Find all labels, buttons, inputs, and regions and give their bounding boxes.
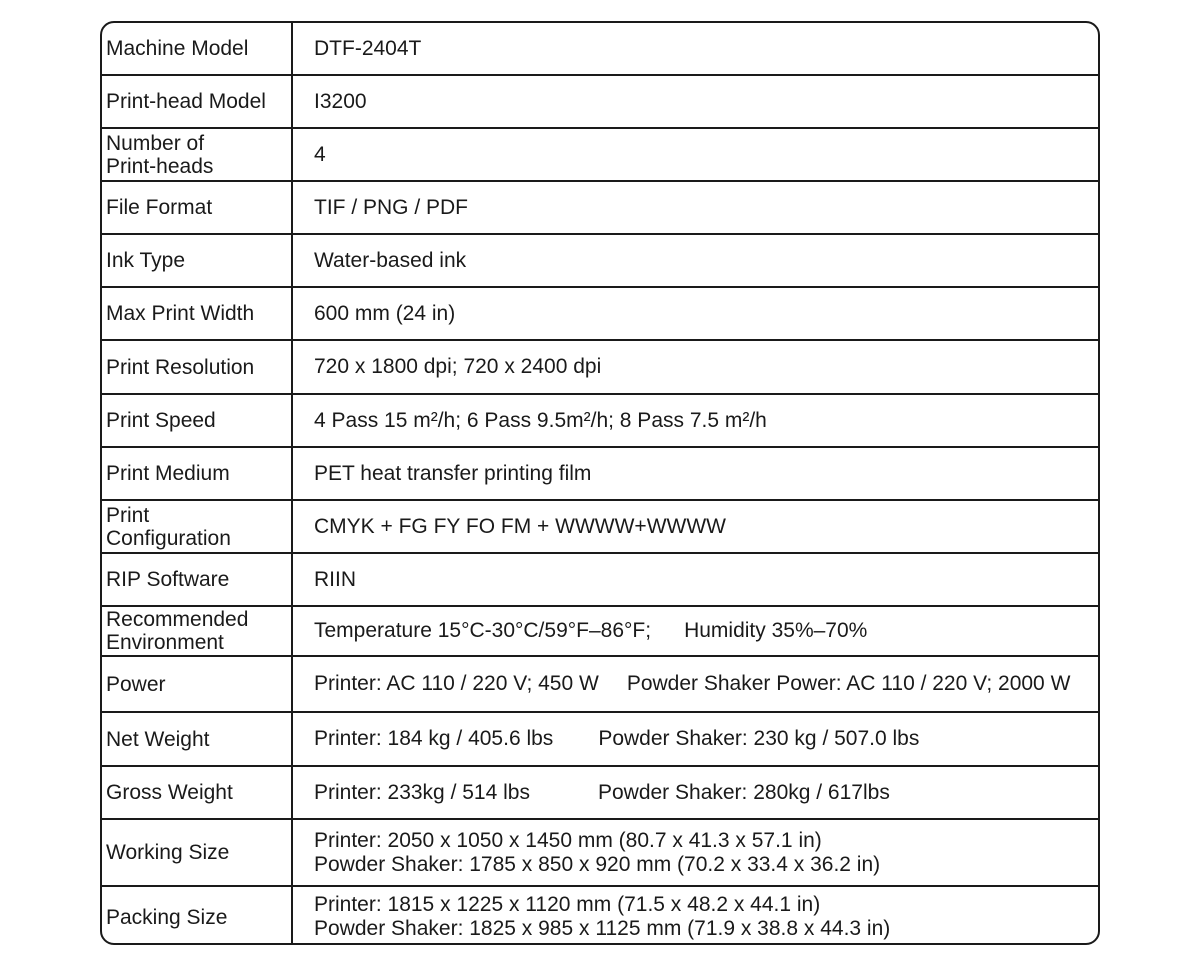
spec-row-packing-size <box>102 887 1098 945</box>
spec-value <box>293 820 1098 885</box>
spec-row-ink-type <box>102 235 1098 288</box>
spec-value <box>293 76 1098 127</box>
label-text-line: Print-heads <box>106 154 214 178</box>
spec-table <box>100 21 1100 945</box>
label-text: Ink Type <box>106 249 185 272</box>
label-text-line: Number of <box>106 131 205 155</box>
spec-row-machine-model <box>102 23 1098 76</box>
spec-value <box>293 129 1098 180</box>
value-text-part: Humidity 35%–70% <box>684 619 868 642</box>
label-text-line: Recommended <box>106 608 249 631</box>
label-text: Print Speed <box>106 409 216 432</box>
spec-value <box>293 182 1098 233</box>
spec-value <box>293 607 1098 655</box>
spec-value <box>293 887 1098 945</box>
value-text-part: Powder Shaker Power: AC 110 / 220 V; 2000 W <box>626 672 1071 695</box>
spec-value <box>293 23 1098 74</box>
spec-row-file-format <box>102 182 1098 235</box>
value-text: 4 Pass 15 m²/h; 6 Pass 9.5m²/h; 8 Pass 7.5 m²/h <box>314 408 767 432</box>
value-text-part: Printer: AC 110 / 220 V; 450 W <box>314 672 599 695</box>
spec-row-print-configuration <box>102 501 1098 554</box>
label-text: Gross Weight <box>106 781 233 804</box>
value-text: PET heat transfer printing film <box>314 461 592 485</box>
spec-label <box>102 501 293 552</box>
spec-label <box>102 713 293 765</box>
label-text: Machine Model <box>106 37 249 60</box>
spec-value <box>293 341 1098 393</box>
spec-row-rip-software <box>102 554 1098 607</box>
spec-label <box>102 129 293 180</box>
label-text: Net Weight <box>106 727 210 751</box>
spec-label <box>102 76 293 127</box>
label-text: Print Resolution <box>106 355 255 379</box>
spec-row-max-print-width <box>102 288 1098 341</box>
spec-label <box>102 341 293 393</box>
value-text: DTF-2404T <box>314 36 422 60</box>
spec-row-print-speed <box>102 395 1098 448</box>
value-text-line: Powder Shaker: 1825 x 985 x 1125 mm (71.9 x 38.8 x 44.3 in) <box>314 917 891 940</box>
spec-row-number-of-print-heads <box>102 129 1098 182</box>
spec-value <box>293 288 1098 339</box>
spec-row-print-medium <box>102 448 1098 501</box>
value-text-line: Powder Shaker: 1785 x 850 x 920 mm (70.2 x 33.4 x 36.2 in) <box>314 852 881 876</box>
spec-label <box>102 23 293 74</box>
spec-label <box>102 448 293 499</box>
spec-row-recommended-environment <box>102 607 1098 657</box>
value-text: 600 mm (24 in) <box>314 301 456 325</box>
value-text: RIIN <box>314 567 356 591</box>
value-text-part: Temperature 15°C-30°C/59°F–86°F; <box>314 619 652 642</box>
value-text: TIF / PNG / PDF <box>314 195 469 219</box>
value-text-part: Powder Shaker: 280kg / 617lbs <box>597 780 890 804</box>
spec-label <box>102 820 293 885</box>
label-text: File Format <box>106 196 213 219</box>
label-text: RIP Software <box>106 568 230 591</box>
spec-row-print-head-model <box>102 76 1098 129</box>
spec-label <box>102 235 293 286</box>
label-text: Print Medium <box>106 462 230 485</box>
spec-value <box>293 767 1098 818</box>
spec-value <box>293 395 1098 446</box>
spec-label <box>102 395 293 446</box>
value-text-part: Powder Shaker: 230 kg / 507.0 lbs <box>598 727 920 750</box>
spec-label <box>102 288 293 339</box>
value-text-part: Printer: 233kg / 514 lbs <box>314 780 530 804</box>
value-text: Water-based ink <box>314 248 467 272</box>
spec-value <box>293 657 1098 711</box>
value-text-line: Printer: 2050 x 1050 x 1450 mm (80.7 x 41.3 x 57.1 in) <box>314 828 822 852</box>
spec-row-print-resolution <box>102 341 1098 395</box>
value-text: I3200 <box>314 89 367 113</box>
spec-value <box>293 235 1098 286</box>
spec-row-net-weight <box>102 713 1098 767</box>
label-text: Power <box>106 672 166 696</box>
spec-label <box>102 767 293 818</box>
label-text: Max Print Width <box>106 302 255 325</box>
label-text-line: Environment <box>106 631 224 654</box>
spec-row-gross-weight <box>102 767 1098 820</box>
spec-row-working-size <box>102 820 1098 887</box>
value-text: 720 x 1800 dpi; 720 x 2400 dpi <box>314 355 602 378</box>
label-text: Print-head Model <box>106 90 266 113</box>
spec-value <box>293 554 1098 605</box>
spec-value <box>293 448 1098 499</box>
spec-value <box>293 713 1098 765</box>
spec-label <box>102 657 293 711</box>
spec-label <box>102 887 293 945</box>
value-text: CMYK + FG FY FO FM + WWWW+WWWW <box>314 514 726 538</box>
label-text: Packing Size <box>106 905 228 929</box>
spec-row-power <box>102 657 1098 713</box>
label-text-line: Configuration <box>106 526 231 550</box>
value-text: 4 <box>314 142 326 166</box>
value-text-part: Printer: 184 kg / 405.6 lbs <box>314 727 554 750</box>
spec-label <box>102 607 293 655</box>
spec-label <box>102 182 293 233</box>
label-text: Working Size <box>106 841 230 864</box>
spec-label <box>102 554 293 605</box>
value-text-line: Printer: 1815 x 1225 x 1120 mm (71.5 x 48.2 x 44.1 in) <box>314 893 821 916</box>
label-text-line: Print <box>106 503 150 527</box>
spec-value <box>293 501 1098 552</box>
